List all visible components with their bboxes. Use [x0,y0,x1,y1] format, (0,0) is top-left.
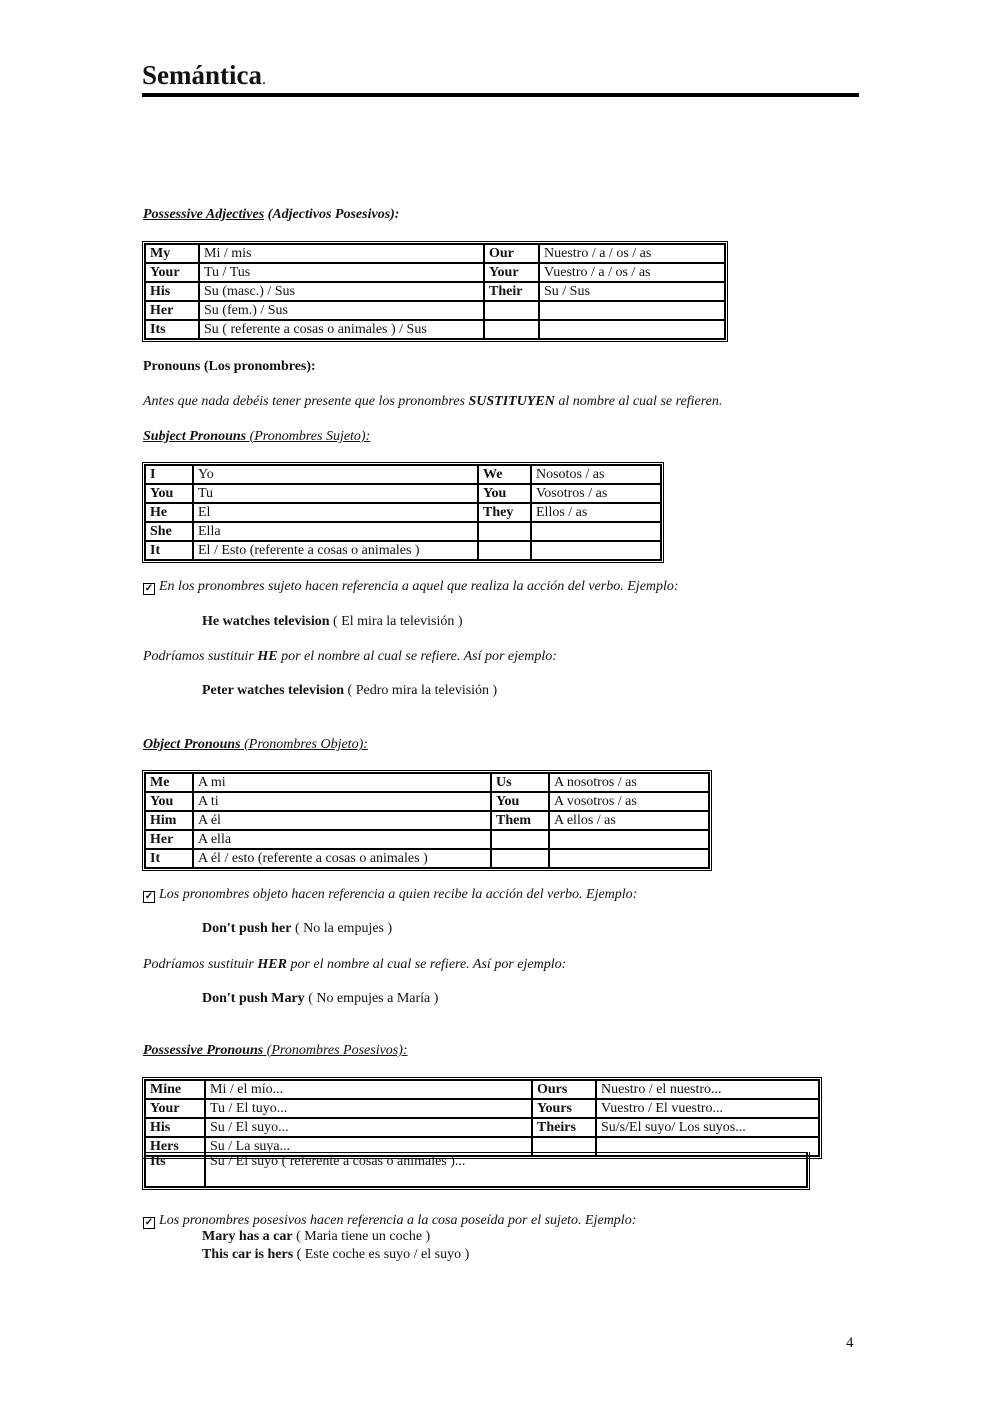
table-cell: His [145,282,199,301]
table-cell: You [491,792,549,811]
table-cell: A ellos / as [549,811,709,830]
table-cell: Tu / El tuyo... [205,1099,532,1118]
table-cell: Them [491,811,549,830]
table-cell: Su (fem.) / Sus [199,301,484,320]
table-cell [484,301,539,320]
subject-note: ✓ En los pronombres sujeto hacen referencia a aquel que realiza la acción del verbo. Ejemplo: [144,579,679,594]
table-row [145,541,661,560]
table-row [145,773,709,792]
table-row [145,522,661,541]
table-cell: A nosotros / as [549,773,709,792]
table-cell: Mi / mis [199,244,484,263]
table-cell: It [145,849,193,868]
table-cell: Mi / el mío... [205,1080,532,1099]
checkbox-checked-icon: ✓ [144,583,154,594]
table-row [145,503,661,522]
table-cell: A él / esto (referente a cosas o animales ) [193,849,491,868]
table-cell: You [478,484,531,503]
table-cell: Mine [145,1080,205,1099]
table-row [145,301,725,320]
table-cell [484,320,539,339]
checkbox-checked-icon: ✓ [144,891,154,902]
subject-substitute: Podríamos sustituir HE por el nombre al cual se refiere. Así por ejemplo: [143,649,557,664]
object-substitute: Podríamos sustituir HER por el nombre al cual se refiere. Así por ejemplo: [143,957,567,972]
object-note: ✓ Los pronombres objeto hacen referencia a quien recibe la acción del verbo. Ejemplo: [144,887,638,902]
table-body [145,773,709,868]
table-row [145,1080,819,1099]
possessive-note: ✓ Los pronombres posesivos hacen referencia a la cosa poseída por el sujeto. Ejemplo: [144,1213,637,1228]
possessive-adjectives-heading: Possessive Adjectives (Adjectivos Posesivos): [143,207,400,222]
table-cell: Yours [532,1099,596,1118]
table-row [145,244,725,263]
table-cell: You [145,792,193,811]
object-example-1: Don't push her ( No la empujes ) [202,921,393,936]
table-cell: Her [145,301,199,320]
table-cell: They [478,503,531,522]
table-cell: Your [145,1099,205,1118]
page-number: 4 [846,1335,854,1351]
table-cell: El / Esto (referente a cosas o animales ) [193,541,478,560]
subject-pronouns-table [142,462,664,563]
subject-example-1: He watches television ( El mira la televisión ) [202,614,463,629]
page-title: Semántica. [142,60,266,90]
table-cell [491,830,549,849]
table-cell: Nosotos / as [531,465,661,484]
table-row [145,1152,807,1187]
table-cell: She [145,522,193,541]
table-cell: Yo [193,465,478,484]
table-cell: My [145,244,199,263]
table-cell: A él [193,811,491,830]
object-pronouns-table [142,770,712,871]
table-cell [531,522,661,541]
table-cell: Tu [193,484,478,503]
table-cell: El [193,503,478,522]
possessive-pronouns-last-row [142,1152,810,1190]
table-cell: You [145,484,193,503]
table-cell: It [145,541,193,560]
table-cell: Your [484,263,539,282]
table-cell: Su (masc.) / Sus [199,282,484,301]
table-cell: Vosotros / as [531,484,661,503]
table-cell: Their [484,282,539,301]
subject-pronouns-heading: Subject Pronouns (Pronombres Sujeto): [143,429,371,444]
table-cell: A ti [193,792,491,811]
table-cell: He [145,503,193,522]
table-cell: Its [145,320,199,339]
checkbox-checked-icon: ✓ [144,1217,154,1228]
table-cell [531,541,661,560]
table-cell [478,522,531,541]
table-cell [549,830,709,849]
table-cell: Su / La suya... [205,1137,532,1156]
table-cell [539,301,725,320]
table-cell [549,849,709,868]
table-row [145,484,661,503]
table-cell: Ours [532,1080,596,1099]
table-cell: Vuestro / El vuestro... [596,1099,819,1118]
table-cell: Your [145,263,199,282]
table-cell: Her [145,830,193,849]
table-row [145,1118,819,1137]
table-cell: Su / El suyo ( referente a cosas o animales )... [205,1152,807,1187]
table-cell: I [145,465,193,484]
table-body [145,244,725,339]
possessive-adjectives-table [142,241,728,342]
table-cell: His [145,1118,205,1137]
table-cell: Su / Sus [539,282,725,301]
table-cell: Ellos / as [531,503,661,522]
table-row [145,849,709,868]
table-cell: Our [484,244,539,263]
title-rule [142,93,859,97]
object-pronouns-heading: Object Pronouns (Pronombres Objeto): [143,737,368,752]
table-cell: Him [145,811,193,830]
table-row [145,320,725,339]
table-cell: A mi [193,773,491,792]
possessive-example-1: Mary has a car ( Maria tiene un coche ) [202,1229,431,1244]
table-cell: A vosotros / as [549,792,709,811]
table-cell: Nuestro / a / os / as [539,244,725,263]
table-row [145,792,709,811]
table-cell: Ella [193,522,478,541]
possessive-pronouns-heading: Possessive Pronouns (Pronombres Posesivos): [143,1043,408,1058]
pronouns-intro: Antes que nada debéis tener presente que los pronombres SUSTITUYEN al nombre al cual se refieren. [143,394,723,409]
table-cell: Its [145,1152,205,1187]
possessive-pronouns-table [142,1077,822,1159]
possessive-example-2: This car is hers ( Este coche es suyo / el suyo ) [202,1247,470,1262]
object-example-2: Don't push Mary ( No empujes a María ) [202,991,439,1006]
pronouns-heading: Pronouns (Los pronombres): [143,359,316,374]
table-cell [539,320,725,339]
table-row [145,282,725,301]
table-cell: We [478,465,531,484]
table-body [145,1080,819,1156]
table-cell: Nuestro / el nuestro... [596,1080,819,1099]
table-cell: Hers [145,1137,205,1156]
table-cell [491,849,549,868]
table-row [145,465,661,484]
table-cell [478,541,531,560]
table-cell: Vuestro / a / os / as [539,263,725,282]
table-body [145,465,661,560]
table-row [145,263,725,282]
subject-example-2: Peter watches television ( Pedro mira la televisión ) [202,683,498,698]
table-cell: Us [491,773,549,792]
table-row [145,830,709,849]
table-cell: Su ( referente a cosas o animales ) / Sus [199,320,484,339]
table-row [145,1099,819,1118]
table-cell: Su/s/El suyo/ Los suyos... [596,1118,819,1137]
table-cell: Tu / Tus [199,263,484,282]
table-cell: Su / El suyo... [205,1118,532,1137]
table-cell: A ella [193,830,491,849]
table-row [145,811,709,830]
table-cell: Me [145,773,193,792]
table-cell: Theirs [532,1118,596,1137]
